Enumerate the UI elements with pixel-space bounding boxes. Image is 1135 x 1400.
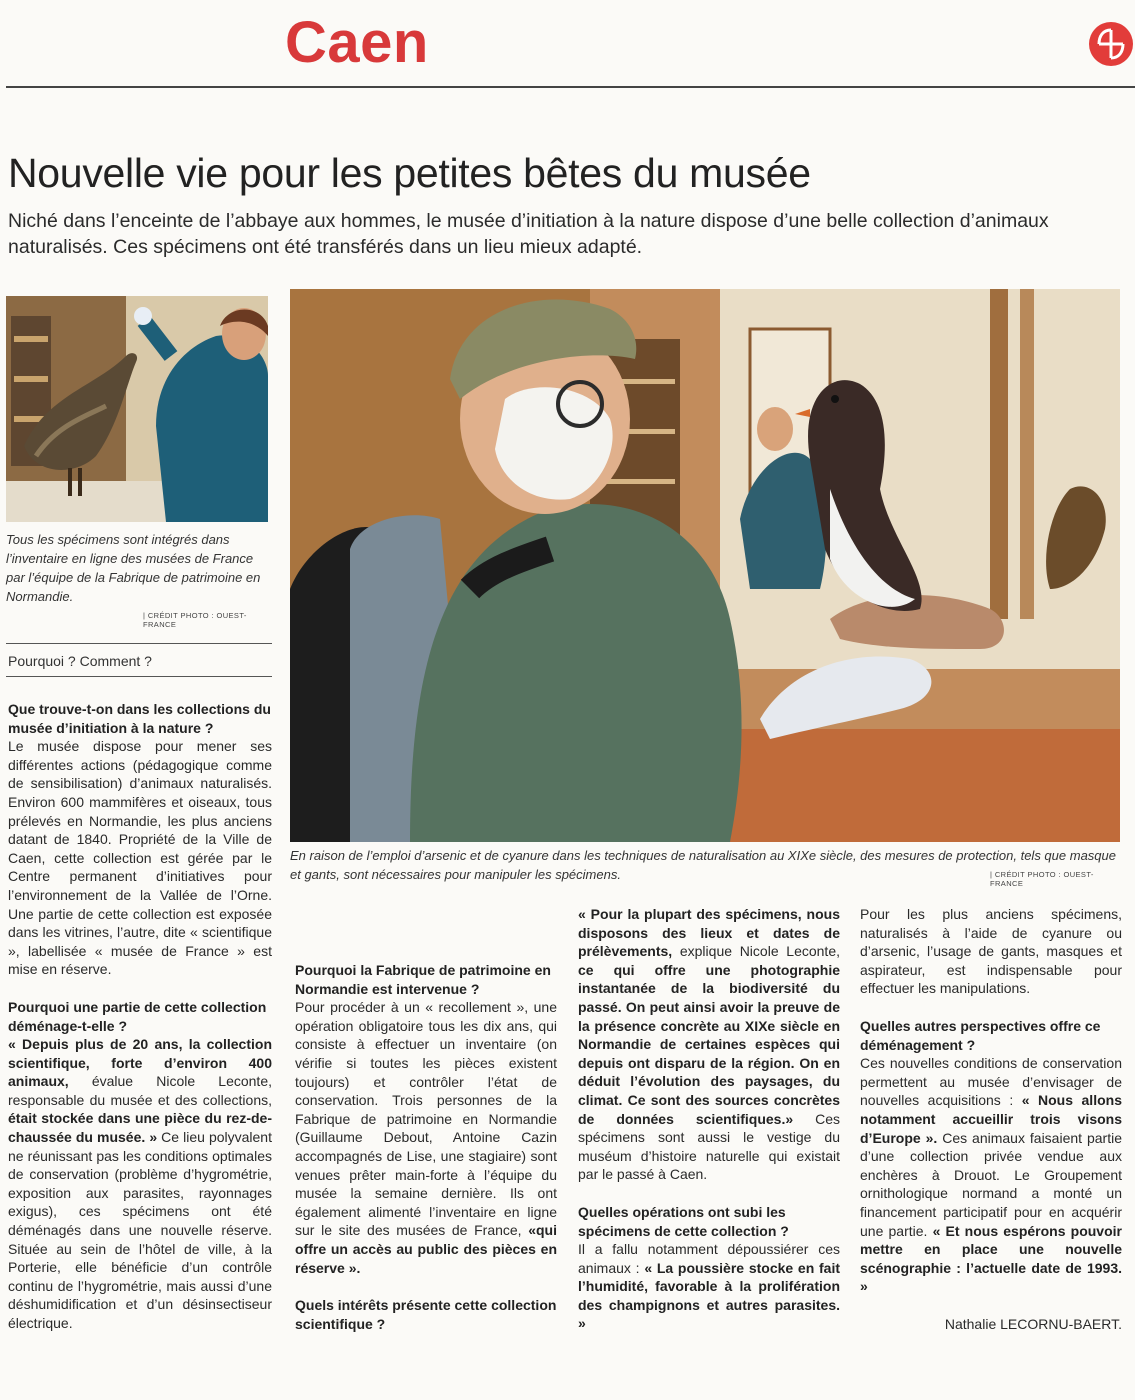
- photo-man-with-puffin: [290, 289, 1120, 842]
- question-1: Que trouve-t-on dans les collections du musée d’initiation à la nature ?: [8, 701, 271, 736]
- article-standfirst: Niché dans l’enceinte de l’abbaye aux hommes, le musée d’initiation à la nature dispose d’une belle collection d’animaux naturalisés. Ces spécimens ont été transférés dans un lieu mieux adapté.: [8, 210, 1049, 258]
- answer-1: Le musée dispose pour mener ses différentes actions (pédagogique comme de sensibilisation) d’animaux naturalisés. Environ 600 mammifères et oiseaux, tous prélevés en Normandie, les plus anciens datant de 1840. Propriété de la Ville de Caen, cette collection est gérée par le Centre permanent d’initiatives pour l’environnement de la Vallée de l’Orne. Une partie de cette collection est exposée dans les vitrines, l’autre, dite « scientifique », labellisée « musée de France » est mise en réserve.: [8, 738, 272, 978]
- answer-4: [578, 905, 840, 1184]
- text-3a: Pour procéder à un « recollement », une opération obligatoire tous les dix ans, qui consiste à effectuer un inventaire (on vérifie si toutes les pièces existent toujours) et contrôler l’état de conservation. Trois personnes de la Fabrique de patrimoine en Normandie (Guillaume Debout, Antoine Cazin accompagnés de Lise, une stagiaire) sont venues prêter main-forte à l’équipe du musée la semaine dernière. Ils ont également alimenté l’inventaire en ligne sur le site des musées de France,: [295, 999, 557, 1239]
- article-column-3: [578, 905, 840, 1333]
- text-5a: Il a fallu notamment dépoussiérer ces animaux :: [578, 1241, 840, 1276]
- answer-5-part-1: [578, 1240, 840, 1333]
- question-5: Quelles opérations ont subi les spécimens de cette collection ?: [578, 1203, 789, 1239]
- answer-2-part-1: [8, 1035, 272, 1333]
- quote-4a: « Pour la plupart des spécimens, nous disposons des lieux et dates de prélèvements,: [578, 906, 840, 960]
- quote-6a: « Nous allons notamment accueillir trois visons d’Europe ».: [860, 1092, 1122, 1146]
- question-6: Quelles autres perspectives offre ce déménagement ?: [860, 1017, 1101, 1053]
- text-6a: Ces nouvelles conditions de conservation permettent au musée d’envisager de nouvelles acquisitions :: [860, 1055, 1122, 1109]
- answer-6: [860, 1054, 1122, 1296]
- quote-3: «qui offre un accès au public des pièces en réserve ».: [295, 1222, 557, 1276]
- quote-6b: « Et nous espérons pouvoir mettre en place une nouvelle scénographie : l’actuelle date de 1993. »: [860, 1222, 1122, 1295]
- quote-5: « La poussière stocke en fait l’humidité, favorable à la prolifération des champignons et autres parasites. »: [578, 1259, 841, 1332]
- ouest-france-logo-icon: [1089, 22, 1133, 66]
- question-4: Quels intérêts présente cette collection scientifique ?: [295, 1297, 557, 1332]
- article-headline: Nouvelle vie pour les petites bêtes du musée: [8, 150, 811, 196]
- article-column-2: [295, 905, 557, 1333]
- sidebar-rule-top: [6, 643, 272, 644]
- quote-4b: ce qui offre une photographie instantanée de la biodiversité du passé. On peut ainsi avoir la preuve de la présence concrète au XIXe siècle en Normandie de certaines espèces qui depuis ont disparu de la région. On en déduit l’évolution des paysages, du climat. Ce sont des sources concrètes de données scientifiques.»: [578, 961, 840, 1127]
- byline: Nathalie LECORNU-BAERT.: [944, 1315, 1122, 1332]
- photo2-caption: En raison de l’emploi d’arsenic et de cyanure dans les techniques de naturalisation au XIXe siècle, des mesures de protection, tels que masque et gants, sont nécessaires pour manipuler les spécimens.: [290, 848, 1116, 882]
- question-3: Pourquoi la Fabrique de patrimoine en Normandie est intervenue ?: [295, 962, 551, 997]
- photo1-caption: Tous les spécimens sont intégrés dans l’inventaire en ligne des musées de France par l’équipe de la Fabrique de patrimoine en Normandie.: [6, 532, 261, 604]
- photo-woman-with-bird: [6, 296, 268, 522]
- quote-2b: était stockée dans une pièce du rez-de-chaussée du musée. »: [8, 1110, 272, 1146]
- article-column-4: [860, 905, 1122, 1333]
- quote-2a: « Depuis plus de 20 ans, la collection scientifique, forte d’environ 400 animaux,: [8, 1036, 272, 1090]
- question-2: Pourquoi une partie de cette collection déménage-t-elle ?: [8, 998, 267, 1034]
- city-section-title: Caen: [285, 10, 429, 75]
- text-4b: Ces spécimens sont aussi le vestige du muséum d’histoire naturelle qui existait par le passé à Caen.: [578, 1110, 840, 1183]
- text-4a: explique Nicole Leconte,: [672, 943, 840, 960]
- text-6b: Ces animaux faisaient partie d’une collection privée vendue aux enchères à Drouot. Le Groupement ornithologique normand a monté un financement participatif pour en acquérir une partie.: [860, 1129, 1122, 1239]
- sidebar-title: Pourquoi ? Comment ?: [8, 653, 152, 669]
- text-2a: évalue Nicole Leconte, responsable du musée et des collections,: [8, 1073, 272, 1108]
- text-2b: Ce lieu polyvalent ne réunissant pas les conditions optimales de conservation (problème d’hygrométrie, exposition aux parasites, rayonnages exigus), ces spécimens ont été déménagés dans une nouvelle réserve. Située au sein de l’hôtel de ville, à la Porterie, elle bénéficie d’un contrôle continu de l’hygrométrie, mais aussi d’une déshumidification et d’un désinsectiseur électrique.: [8, 1129, 272, 1331]
- photo1-credit: | CRÉDIT PHOTO : OUEST-FRANCE: [143, 611, 247, 629]
- article-column-1: [8, 700, 272, 1333]
- photo2-credit: | CRÉDIT PHOTO : OUEST-FRANCE: [990, 870, 1094, 888]
- header-rule: [6, 86, 1135, 88]
- sidebar-rule-bottom: [6, 676, 272, 677]
- answer-3: [295, 998, 557, 1277]
- answer-5-part-2: Pour les plus anciens spécimens, naturalisés à l’aide de cyanure ou d’arsenic, l’usage de gants, masques et aspirateur, est indispensable pour effectuer les manipulations.: [860, 906, 1122, 997]
